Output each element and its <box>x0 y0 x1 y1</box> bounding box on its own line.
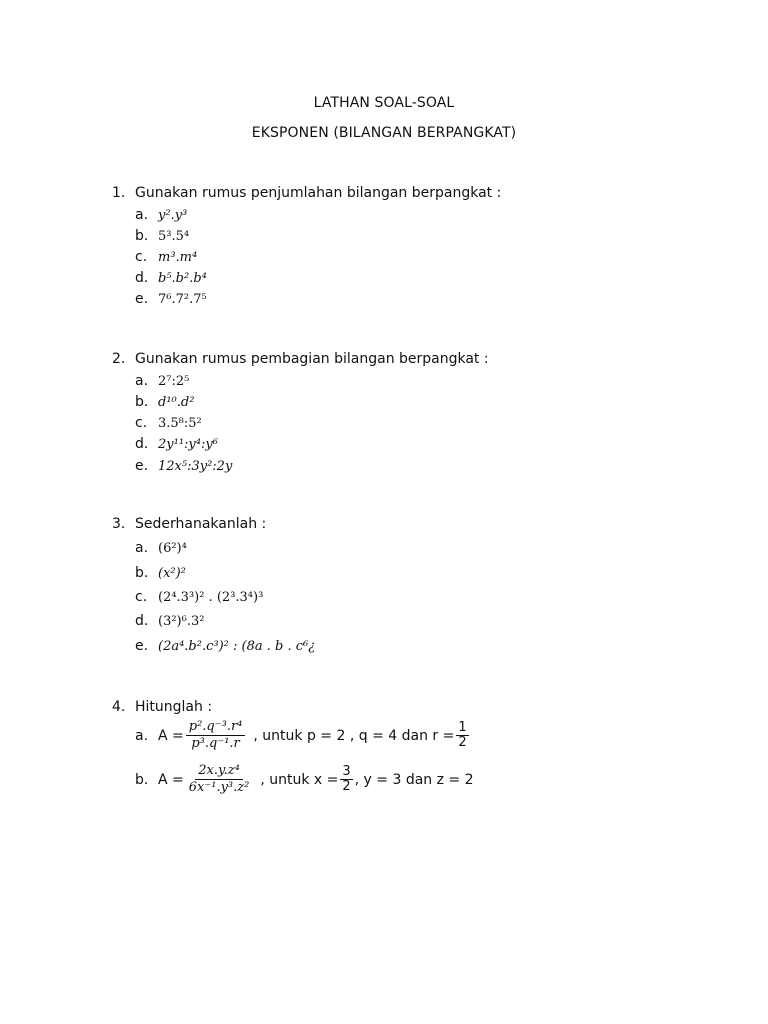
math-expression: m³.m⁴ <box>158 250 198 265</box>
math-expression: (2a⁴.b².c³)² : (8a . b . c⁶¿ <box>158 639 316 654</box>
list-item: d. b⁵.b².b⁴ <box>135 270 207 286</box>
fraction: $\frac{3}{2}$ <box>342 764 351 794</box>
list-item: a. (6²)⁴ <box>135 540 187 556</box>
fraction: $\frac{1}{2}$ <box>458 720 467 750</box>
question-3 <box>112 516 266 532</box>
math-expression: y².y³ <box>158 208 188 223</box>
question-text: Sederhanakanlah : <box>135 516 267 532</box>
math-expression: 2y¹¹:y⁴:y⁶ <box>158 437 218 452</box>
math-expression: (x²)² <box>158 566 186 581</box>
list-item: c. m³.m⁴ <box>135 249 198 265</box>
list-item: a. A = $\frac{\text{p².q⁻³.r⁴}}{\text{p³.q⁻¹.r}}$ , untuk p = 2 , q = 4 dan r = $\frac{1}{2}$ <box>135 719 467 751</box>
question-number: 1. <box>112 185 126 201</box>
math-expression: b⁵.b².b⁴ <box>158 271 207 286</box>
list-item: c. (2⁴.3³)² . (2³.3⁴)³ <box>135 589 264 605</box>
math-expression: (3²)⁶.3² <box>158 614 205 629</box>
numerator: p².q⁻³.r⁴ <box>186 720 246 736</box>
list-item: a. 2⁷:2⁵ <box>135 373 190 389</box>
numerator: 2x.y.z⁴ <box>195 764 243 780</box>
math-expression: 2⁷:2⁵ <box>158 374 190 389</box>
question-text: Gunakan rumus pembagian bilangan berpangkat : <box>135 351 489 367</box>
list-item: e. (2a⁴.b².c³)² : (8a . b . c⁶¿ <box>135 638 316 654</box>
math-expression: 7⁶.7².7⁵ <box>158 292 207 307</box>
question-text: Hitunglah : <box>135 699 213 715</box>
list-item: a. y².y³ <box>135 207 188 223</box>
denominator: 6x⁻¹.y³.z² <box>188 780 250 795</box>
list-item: d. 2y¹¹:y⁴:y⁶ <box>135 436 218 452</box>
question-number: 2. <box>112 351 126 367</box>
question-1 <box>112 185 501 201</box>
list-item: b. 5³.5⁴ <box>135 228 190 244</box>
fraction <box>186 720 246 751</box>
question-text: Gunakan rumus penjumlahan bilangan berpangkat : <box>135 185 502 201</box>
question-2 <box>112 351 489 367</box>
title-line-1: LATHAN SOAL-SOAL <box>313 95 455 111</box>
list-item: b. A = $\frac{\text{2x.y.z⁴}}{\text{6x⁻¹.y³.z²}}$ , untuk x = $\frac{3}{2}$ , y = 3 dan z = 2 <box>135 763 474 795</box>
list-item: e. 7⁶.7².7⁵ <box>135 291 207 307</box>
math-expression: 3.5⁸:5² <box>158 416 202 431</box>
list-item: b. d¹⁰.d² <box>135 394 195 410</box>
list-item: e. 12x⁵:3y²:2y <box>135 458 233 474</box>
question-number: 3. <box>112 516 126 532</box>
fraction <box>186 764 253 795</box>
math-expression: d¹⁰.d² <box>158 395 195 410</box>
denominator: p³.q⁻¹.r <box>191 736 240 751</box>
question-4 <box>112 699 212 715</box>
question-number: 4. <box>112 699 126 715</box>
math-expression: 5³.5⁴ <box>158 229 190 244</box>
math-expression: (6²)⁴ <box>158 541 187 556</box>
list-item: b. (x²)² <box>135 565 186 581</box>
title-line-2: EKSPONEN (BILANGAN BERPANGKAT) <box>251 125 517 141</box>
math-expression: 12x⁵:3y²:2y <box>158 459 233 474</box>
list-item: d. (3²)⁶.3² <box>135 613 205 629</box>
math-expression: (2⁴.3³)² . (2³.3⁴)³ <box>158 590 264 605</box>
list-item: c. 3.5⁸:5² <box>135 415 202 431</box>
